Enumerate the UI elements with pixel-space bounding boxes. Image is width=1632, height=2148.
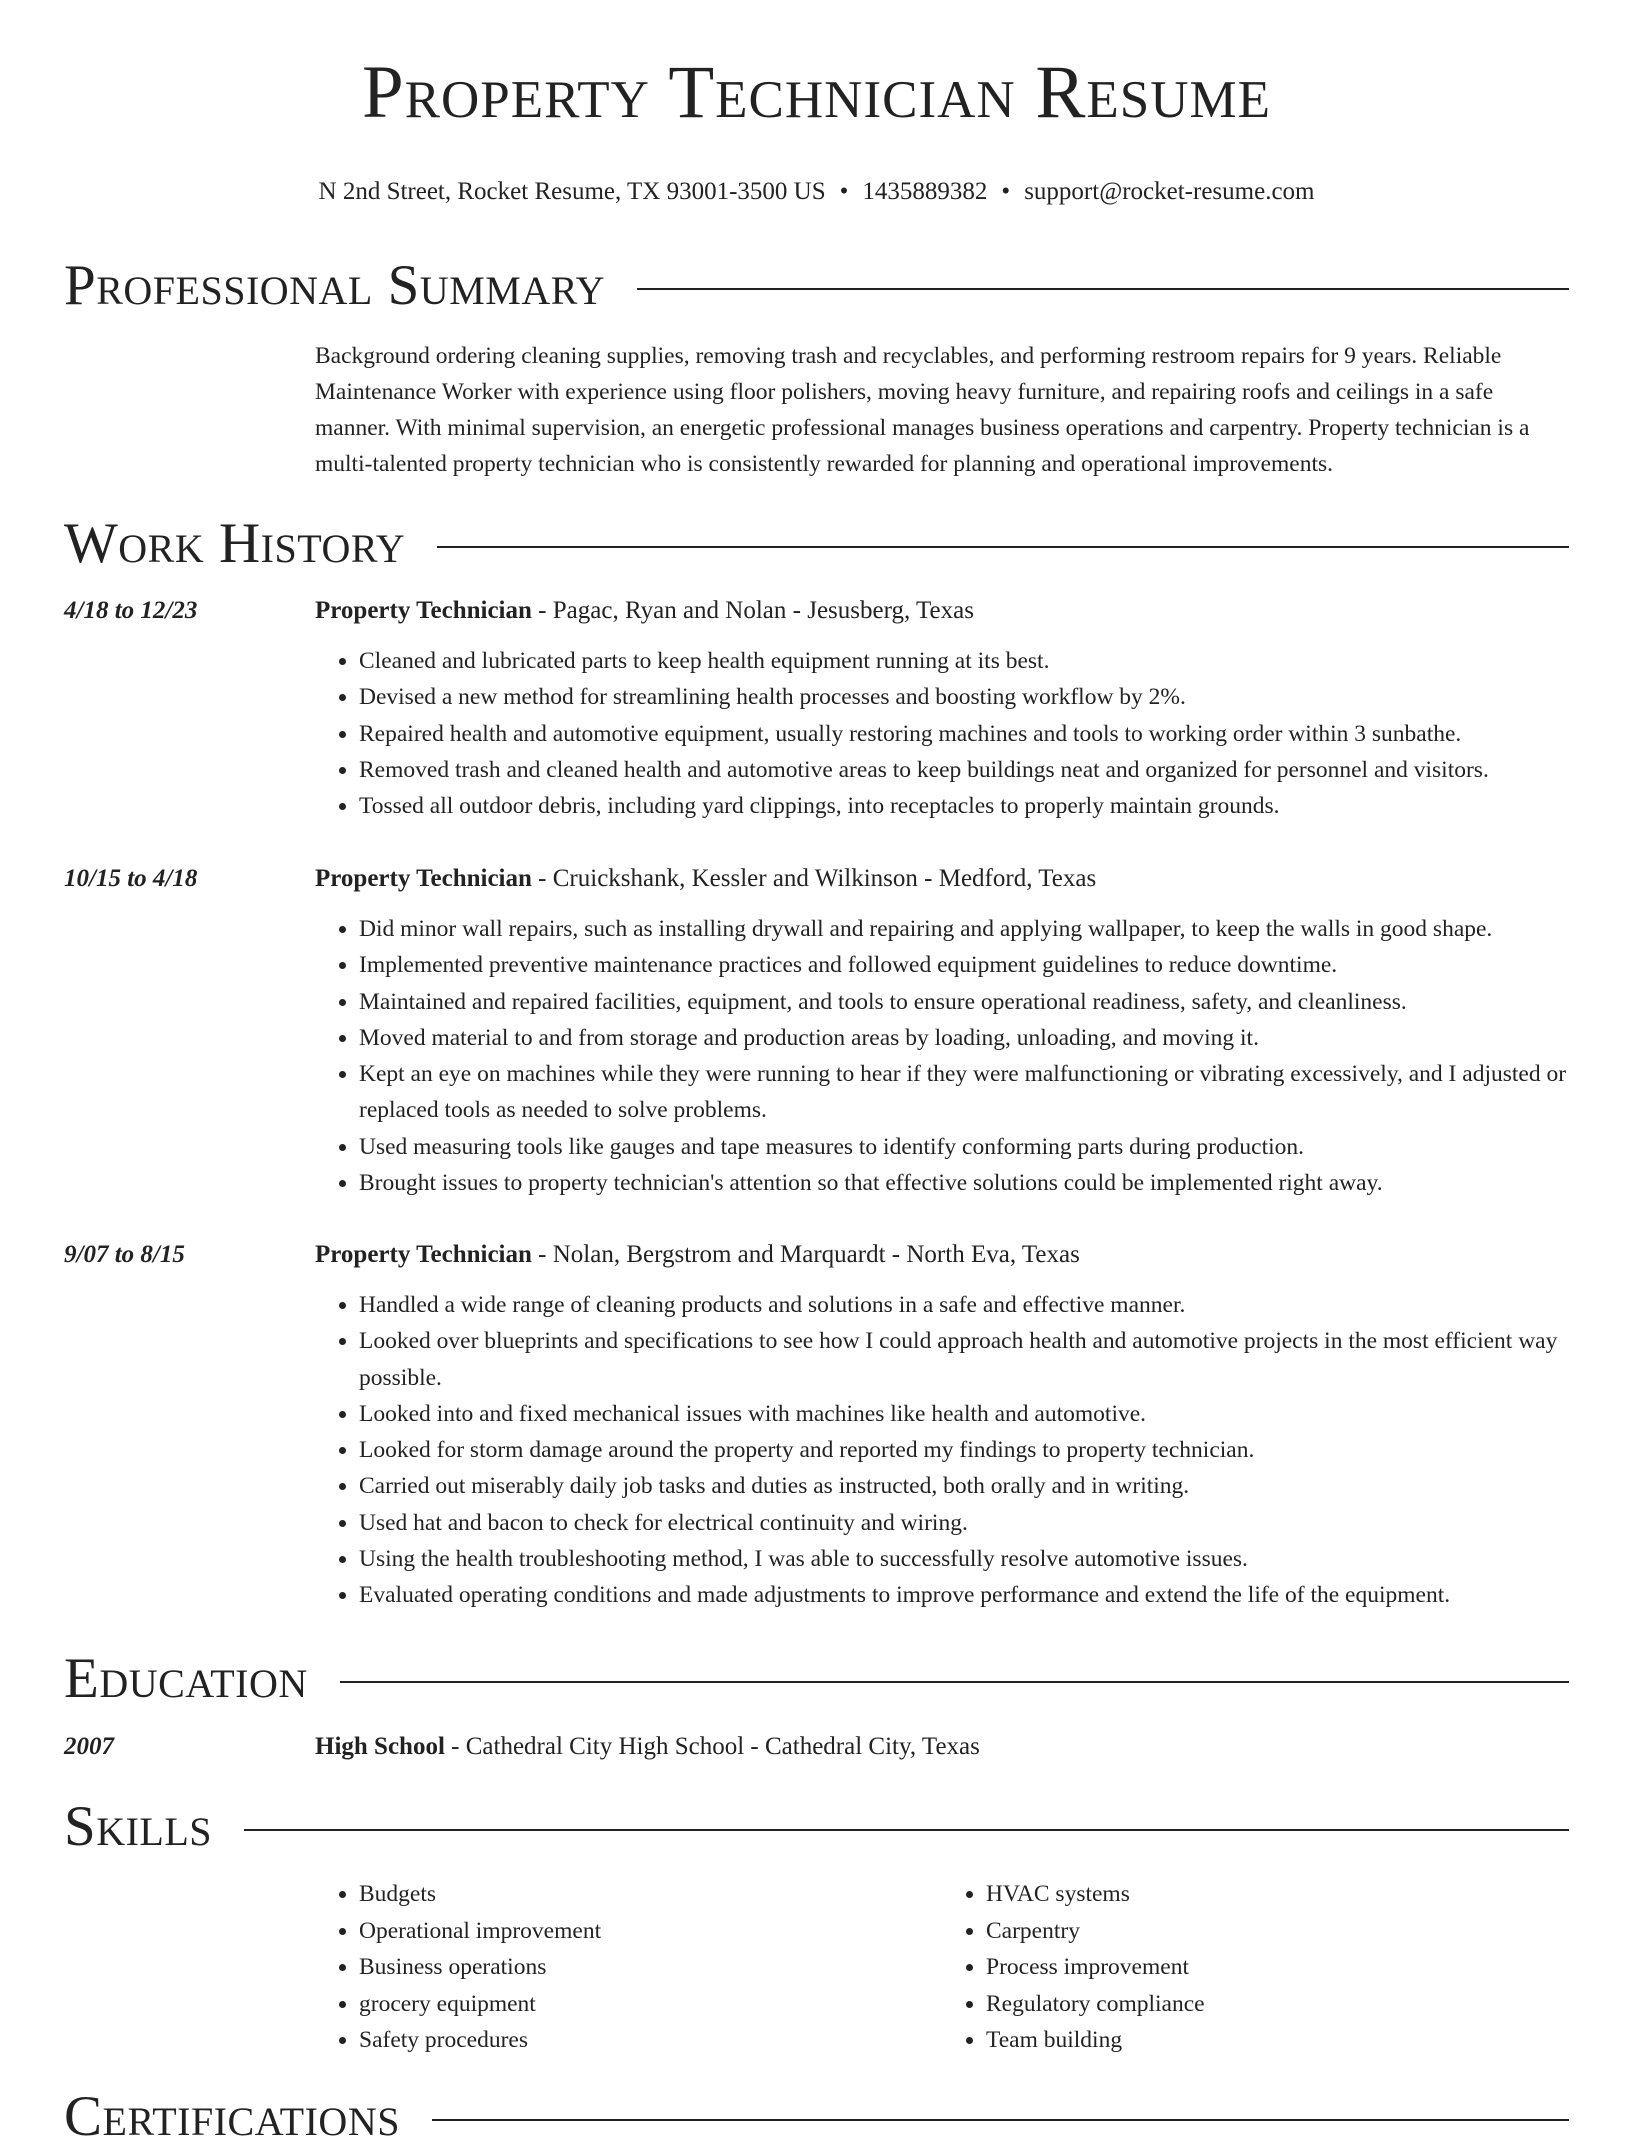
job-bullets <box>315 643 1569 824</box>
job-details: - Nolan, Bergstrom and Marquardt - North Eva, Texas <box>531 1241 1080 1268</box>
section-header-certifications <box>64 2085 1569 2148</box>
job-bullet: • Used hat and bacon to check for electrical continuity and wiring. <box>359 1505 1569 1541</box>
section-header-summary <box>64 254 1569 317</box>
section-title-skills: Skills <box>64 1795 213 1858</box>
job-heading <box>315 1237 1569 1273</box>
job-bullet: • Cleaned and lubricated parts to keep health equipment running at its best. <box>359 643 1569 679</box>
job-bullet: • Kept an eye on machines while they were running to hear if they were malfunctioning or vibrating excessively, and I adjusted or replaced tools as needed to solve problems. <box>359 1056 1569 1129</box>
section-header-skills <box>64 1795 1569 1858</box>
skills-list-right <box>942 1876 1569 2059</box>
job-details: - Pagac, Ryan and Nolan - Jesusberg, Texas <box>531 597 974 624</box>
job-title: Property Technician <box>315 597 532 624</box>
job-bullet: • Removed trash and cleaned health and automotive areas to keep buildings neat and organized for personnel and visitors. <box>359 752 1569 788</box>
job-bullets <box>315 911 1569 1201</box>
job-bullet: • Did minor wall repairs, such as installing drywall and repairing and applying wallpaper, to keep the walls in good shape. <box>359 911 1569 947</box>
skill-item: • Process improvement <box>986 1949 1569 1986</box>
job-bullet: • Moved material to and from storage and production areas by loading, unloading, and moving it. <box>359 1020 1569 1056</box>
job-title: Property Technician <box>315 1241 532 1268</box>
job-bullet: • Tossed all outdoor debris, including yard clippings, into receptacles to properly maintain grounds. <box>359 788 1569 824</box>
job-bullet: • Devised a new method for streamlining health processes and boosting workflow by 2%. <box>359 679 1569 715</box>
job-details: - Cruickshank, Kessler and Wilkinson - Medford, Texas <box>531 865 1097 892</box>
job-bullet: • Looked over blueprints and specifications to see how I could approach health and automotive projects in the most efficient way possible. <box>359 1323 1569 1396</box>
contact-separator: • <box>1001 178 1011 205</box>
job-bullet: • Handled a wide range of cleaning products and solutions in a safe and effective manner. <box>359 1287 1569 1323</box>
section-title-certifications: Certifications <box>64 2085 400 2148</box>
job-title: Property Technician <box>315 865 532 892</box>
job-bullet: • Maintained and repaired facilities, equipment, and tools to ensure operational readiness, safety, and cleanliness. <box>359 984 1569 1020</box>
job-bullet: • Looked into and fixed mechanical issues with machines like health and automotive. <box>359 1396 1569 1432</box>
job-dates: 10/15 to 4/18 <box>64 865 198 892</box>
job-dates: 4/18 to 12/23 <box>64 597 198 624</box>
job-bullet: • Using the health troubleshooting method, I was able to successfully resolve automotive issues. <box>359 1541 1569 1577</box>
section-divider <box>244 1829 1569 1831</box>
section-title-education: Education <box>64 1647 308 1710</box>
resume-title: Property Technician Resume <box>361 51 1272 134</box>
section-title-work: Work History <box>64 512 406 575</box>
contact-phone: 1435889382 <box>862 178 988 205</box>
section-divider <box>432 2119 1569 2121</box>
job-bullet: • Carried out miserably daily job tasks and duties as instructed, both orally and in writing. <box>359 1468 1569 1504</box>
education-heading <box>315 1729 1569 1765</box>
job-bullet: • Used measuring tools like gauges and tape measures to identify conforming parts during production. <box>359 1129 1569 1165</box>
section-title-summary: Professional Summary <box>64 254 606 317</box>
job-bullet: • Implemented preventive maintenance practices and followed equipment guidelines to reduce downtime. <box>359 947 1569 983</box>
education-year: 2007 <box>64 1733 114 1760</box>
contact-line <box>64 174 1569 210</box>
contact-email: support@rocket-resume.com <box>1024 178 1315 205</box>
job-dates: 9/07 to 8/15 <box>64 1241 185 1268</box>
contact-address: N 2nd Street, Rocket Resume, TX 93001-3500 US <box>318 178 826 205</box>
job-heading <box>315 593 1569 629</box>
job-bullet: • Brought issues to property technician's attention so that effective solutions could be implemented right away. <box>359 1165 1569 1201</box>
skills-columns <box>315 1876 1569 2059</box>
job-bullet: • Evaluated operating conditions and made adjustments to improve performance and extend the life of the equipment. <box>359 1577 1569 1613</box>
job-bullet: • Repaired health and automotive equipment, usually restoring machines and tools to working order within 3 sunbathe. <box>359 716 1569 752</box>
section-divider <box>637 288 1569 290</box>
job-heading <box>315 861 1569 897</box>
skill-item: • grocery equipment <box>359 1986 942 2023</box>
skill-item: • Budgets <box>359 1876 942 1913</box>
section-header-education <box>64 1647 1569 1710</box>
section-divider <box>340 1681 1569 1683</box>
skill-item: • Business operations <box>359 1949 942 1986</box>
contact-separator: • <box>839 178 849 205</box>
section-divider <box>437 546 1569 548</box>
section-header-work <box>64 512 1569 575</box>
skill-item: • Operational improvement <box>359 1913 942 1950</box>
skill-item: • Carpentry <box>986 1913 1569 1950</box>
education-degree: High School <box>315 1733 445 1760</box>
skill-item: • Team building <box>986 2022 1569 2059</box>
education-details: - Cathedral City High School - Cathedral City, Texas <box>444 1733 980 1760</box>
skills-list-left <box>315 1876 942 2059</box>
job-bullet: • Looked for storm damage around the property and reported my findings to property technician. <box>359 1432 1569 1468</box>
skill-item: • Regulatory compliance <box>986 1986 1569 2023</box>
summary-text: Background ordering cleaning supplies, removing trash and recyclables, and performing restroom repairs for 9 years. Reliable Maintenance Worker with experience using floor polishers, moving heavy furniture, and repairing roofs and ceilings in a safe manner. With minimal supervision, an energetic professional manages business operations and carpentry. Property technician is a multi-talented property technician who is consistently rewarded for planning and operational improvements. <box>315 343 1530 477</box>
job-bullets <box>315 1287 1569 1614</box>
skill-item: • HVAC systems <box>986 1876 1569 1913</box>
skill-item: • Safety procedures <box>359 2022 942 2059</box>
